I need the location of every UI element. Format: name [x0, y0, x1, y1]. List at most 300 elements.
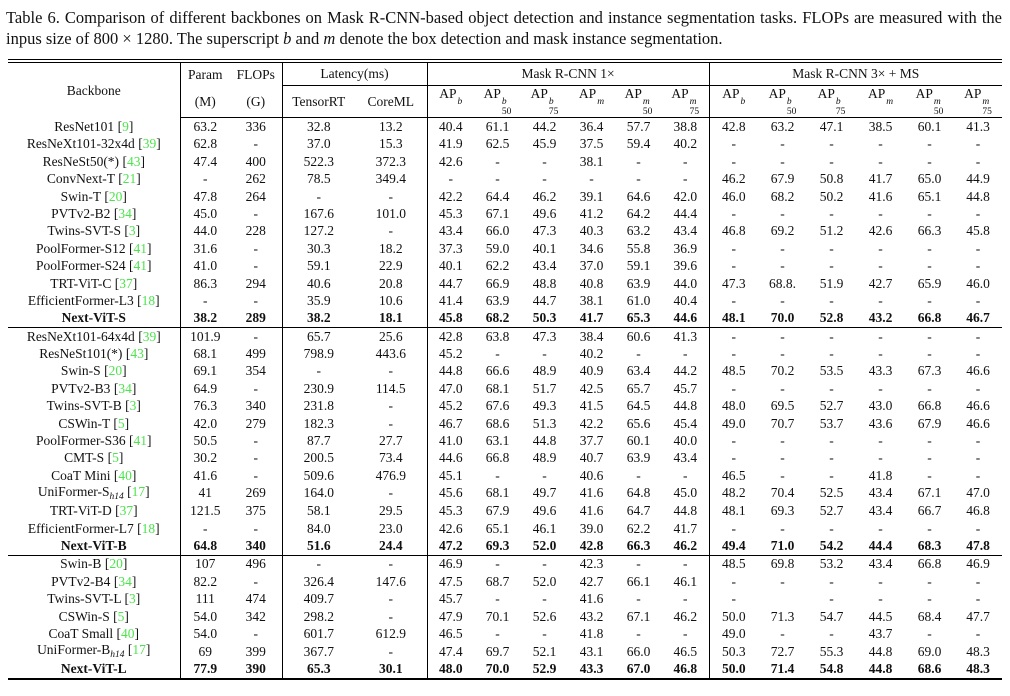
value-cell: 47.4 [180, 153, 230, 170]
value-cell: 127.2 [282, 223, 355, 240]
value-cell: 65.7 [626, 380, 651, 396]
value-cell: - [253, 292, 258, 308]
value-cell: 39.6 [673, 258, 698, 274]
value-cell: 41.7 [673, 520, 698, 536]
value-cell: 18.2 [378, 240, 403, 256]
col-header-flops: FLOPs [236, 66, 275, 82]
value-cell: - [829, 346, 834, 362]
citation-ref[interactable]: 18 [141, 520, 156, 536]
value-cell: 45.0 [673, 485, 698, 501]
value-cell: 53.2 [807, 555, 856, 573]
value-cell: - [388, 188, 393, 204]
backbone-name: ResNeSt50(*) [43] [42, 153, 145, 169]
value-cell: 46.2 [673, 537, 698, 553]
backbone-name: PoolFormer-S12 [41] [35, 240, 152, 256]
value-cell: 66.0 [485, 223, 510, 239]
value-cell: 44.6 [427, 450, 474, 467]
value-cell: 63.9 [485, 292, 510, 308]
value-cell: - [927, 450, 932, 466]
value-cell: - [388, 591, 393, 607]
value-cell: 50.0 [709, 661, 758, 679]
citation-ref[interactable]: 20 [108, 188, 123, 204]
value-cell: 43.4 [868, 485, 893, 501]
citation-ref[interactable]: 17 [132, 642, 146, 657]
citation-ref[interactable]: 39 [142, 136, 157, 152]
value-cell: - [683, 591, 688, 607]
value-cell: - [975, 450, 981, 466]
value-cell: 61.1 [485, 118, 510, 134]
value-cell: - [780, 240, 785, 256]
value-cell: - [975, 573, 981, 589]
value-cell: - [975, 520, 981, 536]
value-cell: 68.6 [917, 661, 942, 677]
value-cell: - [636, 467, 641, 483]
table-row [8, 205, 1002, 222]
value-cell: 77.9 [180, 661, 230, 679]
value-cell: - [253, 205, 258, 221]
value-cell: - [388, 223, 393, 239]
value-cell: 45.8 [966, 223, 990, 239]
value-cell: 66.0 [626, 643, 651, 659]
citation-ref[interactable]: 39 [142, 328, 157, 344]
value-cell: 45.3 [427, 205, 474, 222]
value-cell: - [975, 380, 981, 396]
col-header-backbone: Backbone [66, 82, 121, 98]
value-cell: 46.9 [954, 555, 1002, 573]
value-cell: 41.6 [868, 188, 893, 204]
value-cell: 65.0 [917, 171, 942, 187]
table-row [8, 432, 1002, 449]
value-cell: - [709, 591, 758, 608]
value-cell: 70.2 [770, 363, 795, 379]
value-cell: 69.8 [758, 555, 807, 573]
value-cell: 46.1 [673, 573, 698, 589]
value-cell: 46.6 [966, 398, 990, 414]
backbone-name: EfficientFormer-L3 [18] [27, 292, 160, 308]
value-cell: 147.6 [375, 573, 406, 589]
value-cell: 63.2 [770, 118, 795, 134]
value-cell: - [780, 467, 785, 483]
value-cell: - [709, 573, 758, 590]
value-cell: - [927, 520, 932, 536]
value-cell: 50.3 [532, 310, 557, 326]
value-cell: - [927, 591, 932, 607]
value-cell: 46.6 [966, 363, 990, 379]
value-cell: 50.0 [709, 608, 758, 625]
value-cell: 70.1 [485, 608, 510, 624]
value-cell: 69.5 [770, 398, 795, 414]
value-cell: - [253, 520, 258, 536]
value-cell: - [975, 433, 981, 449]
value-cell: 52.5 [819, 485, 844, 501]
value-cell: 47.8 [966, 537, 990, 553]
value-cell: 601.7 [282, 625, 355, 642]
backbone-name: TRT-ViT-D [37] [49, 503, 138, 519]
col-header-ap-b75-1x: AP b 75 [521, 86, 568, 118]
col-header-param-unit: (M) [180, 86, 230, 118]
value-cell: - [709, 240, 758, 257]
value-cell: - [975, 240, 981, 256]
citation-ref[interactable]: 17 [131, 484, 146, 499]
value-cell: 45.7 [673, 380, 698, 396]
value-cell: 42.3 [568, 555, 615, 573]
value-cell: 29.5 [378, 503, 403, 519]
value-cell: 42.0 [180, 415, 230, 432]
value-cell: 51.7 [532, 380, 557, 396]
table-row [8, 153, 1002, 170]
table-row [8, 328, 1002, 346]
value-cell: 45.8 [427, 310, 474, 328]
value-cell: 59.1 [282, 258, 355, 275]
value-cell: 63.1 [485, 433, 510, 449]
citation-ref[interactable]: 3 [129, 398, 137, 414]
value-cell: - [495, 346, 500, 362]
value-cell: - [878, 591, 883, 607]
value-cell: 45.2 [427, 345, 474, 362]
table-row [8, 537, 1002, 555]
backbone-name: PVTv2-B3 [34] [51, 380, 137, 396]
col-header-tensorrt: TensorRT [282, 86, 355, 118]
value-cell: - [709, 153, 758, 170]
value-cell: - [709, 432, 758, 449]
value-cell: 41.0 [180, 258, 230, 275]
value-cell: 67.3 [917, 363, 942, 379]
value-cell: 40.6 [579, 467, 604, 483]
value-cell: 52.6 [532, 608, 557, 624]
value-cell: 36.4 [579, 118, 604, 134]
table-group-2 [8, 328, 1002, 556]
value-cell: 70.0 [485, 661, 510, 677]
value-cell: - [683, 346, 688, 362]
value-cell: 41.6 [579, 485, 604, 501]
value-cell: - [388, 485, 393, 501]
value-cell: 46.8 [709, 223, 758, 240]
value-cell: 390 [245, 661, 266, 677]
value-cell: 40.8 [579, 275, 604, 291]
citation-ref[interactable]: 34 [118, 380, 132, 396]
value-cell: 354 [245, 363, 266, 379]
value-cell: 114.5 [375, 380, 406, 396]
citation-ref[interactable]: 20 [108, 363, 123, 379]
value-cell: 71.3 [770, 608, 795, 624]
table-row [8, 450, 1002, 467]
backbone-name: EfficientFormer-L7 [18] [27, 520, 160, 536]
value-cell: 40.6 [282, 275, 355, 292]
backbone-name: Swin-S [20] [60, 363, 127, 379]
value-cell [758, 591, 807, 608]
value-cell: 48.1 [709, 503, 758, 520]
citation-ref[interactable]: 21 [122, 171, 137, 187]
backbone-name: Next-ViT-B [60, 537, 127, 553]
value-cell: 78.5 [282, 171, 355, 188]
value-cell: 42.2 [427, 188, 474, 205]
value-cell: 52.7 [819, 503, 844, 519]
value-cell: 52.9 [532, 661, 557, 677]
value-cell: 65.3 [626, 310, 651, 326]
value-cell: - [829, 591, 834, 607]
value-cell: 52.8 [819, 310, 844, 326]
value-cell: 54.0 [180, 625, 230, 642]
value-cell: 67.1 [485, 205, 510, 221]
value-cell: 37.7 [579, 433, 604, 449]
value-cell: 340 [245, 537, 266, 553]
value-cell: 41.6 [180, 467, 230, 484]
table-row [8, 503, 1002, 520]
table-group-3 [8, 555, 1002, 679]
citation-ref[interactable]: 41 [133, 240, 148, 256]
table-row [8, 258, 1002, 275]
citation-ref[interactable]: 3 [128, 223, 136, 239]
table-row [8, 485, 1002, 503]
value-cell: 46.5 [427, 625, 474, 642]
value-cell: 400 [245, 153, 266, 169]
value-cell: 38.1 [579, 153, 604, 169]
value-cell: 82.2 [180, 573, 230, 590]
value-cell: 47.0 [427, 380, 474, 397]
value-cell: 375 [245, 503, 266, 519]
value-cell: - [927, 625, 932, 641]
backbone-name: CoaT Mini [40] [51, 467, 137, 483]
value-cell: 264 [245, 188, 266, 204]
citation-ref[interactable]: 37 [119, 275, 133, 291]
value-cell: 70.4 [770, 485, 795, 501]
value-cell: 51.6 [282, 537, 355, 555]
value-cell: 44.8 [673, 503, 698, 519]
citation-ref[interactable]: 3 [128, 591, 136, 607]
value-cell: - [709, 450, 758, 467]
col-header-maskrcnn-1x: Mask R-CNN 1× [427, 63, 709, 86]
value-cell: - [180, 292, 230, 309]
value-cell: 84.0 [282, 520, 355, 537]
value-cell: - [388, 608, 393, 624]
value-cell: 44.8 [427, 363, 474, 380]
value-cell: 70.0 [770, 310, 795, 326]
citation-ref[interactable]: 37 [119, 503, 134, 519]
value-cell: 41.6 [579, 591, 604, 607]
value-cell: 46.8 [673, 661, 698, 677]
table-row [8, 275, 1002, 292]
value-cell: 40.0 [673, 433, 698, 449]
table-row [8, 380, 1002, 397]
value-cell: 101.0 [375, 205, 406, 221]
value-cell: 46.7 [427, 415, 474, 432]
value-cell: - [927, 433, 932, 449]
value-cell: 38.4 [568, 328, 615, 346]
value-cell: - [975, 136, 981, 152]
value-cell: 46.5 [673, 643, 698, 659]
value-cell: - [878, 346, 883, 362]
value-cell: - [636, 625, 641, 641]
value-cell: 22.9 [378, 258, 403, 274]
citation-ref[interactable]: 40 [118, 467, 132, 483]
table-row [8, 625, 1002, 642]
col-header-ap-b75-3x: AP b 75 [807, 86, 856, 118]
value-cell: 66.8 [917, 310, 942, 326]
value-cell: 367.7 [282, 643, 355, 661]
backbone-name: UniFormer-$S_{h14}$ [17] [37, 484, 150, 502]
value-cell: 30.2 [180, 450, 230, 467]
citation-ref[interactable]: 43 [126, 153, 141, 169]
value-cell: 70.7 [770, 415, 795, 431]
value-cell: - [878, 573, 883, 589]
value-cell: - [829, 153, 834, 169]
value-cell: 45.2 [427, 398, 474, 415]
value-cell: - [388, 415, 393, 431]
citation-ref[interactable]: 41 [133, 258, 148, 274]
citation-ref[interactable]: 5 [117, 415, 125, 431]
value-cell: 44.6 [673, 310, 698, 326]
value-cell: - [542, 171, 547, 187]
value-cell: 66.9 [485, 275, 510, 291]
value-cell: 349.4 [375, 171, 406, 187]
citation-ref[interactable]: 41 [133, 433, 148, 449]
value-cell: 41.8 [579, 625, 604, 641]
value-cell: 66.8 [917, 398, 942, 414]
table-caption [6, 7, 1002, 50]
value-cell: - [905, 328, 954, 346]
value-cell: 200.5 [282, 450, 355, 467]
value-cell: 47.2 [427, 537, 474, 555]
value-cell: 42.7 [868, 275, 893, 291]
value-cell: 34.6 [579, 240, 604, 256]
value-cell: 43.2 [868, 310, 893, 326]
value-cell: 73.4 [378, 450, 403, 466]
value-cell: - [780, 573, 785, 589]
value-cell: 65.9 [917, 275, 942, 291]
value-cell: - [388, 643, 393, 659]
value-cell: 65.6 [626, 415, 651, 431]
value-cell: 40.2 [579, 346, 604, 362]
value-cell: - [495, 625, 500, 641]
value-cell: 59.0 [485, 240, 510, 256]
value-cell: 41.7 [579, 310, 604, 326]
value-cell: - [683, 467, 688, 483]
value-cell: 51.9 [819, 275, 844, 291]
value-cell: 42.8 [579, 537, 604, 553]
value-cell: - [975, 153, 981, 169]
value-cell: 37.5 [579, 136, 604, 152]
col-header-flops-unit: (G) [230, 86, 282, 118]
value-cell: 64.4 [485, 188, 510, 204]
value-cell: 23.0 [378, 520, 403, 536]
value-cell: 36.9 [673, 240, 698, 256]
value-cell: - [829, 380, 834, 396]
value-cell: - [282, 555, 355, 573]
value-cell: 499 [245, 346, 266, 362]
table-container [8, 59, 1002, 680]
value-cell: 48.5 [709, 363, 758, 380]
backbone-name: ResNeXt101-32x4d [39] [26, 136, 161, 152]
value-cell: - [709, 205, 758, 222]
value-cell: 72.7 [770, 643, 795, 659]
value-cell: 48.3 [966, 661, 990, 677]
value-cell: 48.8 [532, 275, 557, 291]
value-cell: - [927, 573, 932, 589]
backbone-name: Twins-SVT-S [3] [47, 223, 141, 239]
value-cell: 47.4 [427, 643, 474, 661]
value-cell: 45.7 [427, 591, 474, 608]
value-cell: - [709, 136, 758, 153]
citation-ref[interactable]: 5 [117, 608, 125, 624]
value-cell: 54.8 [819, 661, 844, 677]
citation-ref[interactable]: 9 [122, 118, 129, 134]
table-group-1 [8, 118, 1002, 328]
value-cell: 44.7 [532, 292, 557, 308]
value-cell: 45.6 [427, 485, 474, 503]
value-cell: 44.0 [673, 275, 698, 291]
value-cell: 231.8 [282, 398, 355, 415]
value-cell: 46.0 [709, 188, 758, 205]
value-cell: 87.7 [282, 432, 355, 449]
citation-ref[interactable]: 43 [130, 346, 144, 362]
value-cell: - [683, 153, 688, 169]
value-cell: 44.8 [868, 661, 893, 677]
value-cell: 46.7 [966, 310, 990, 326]
table-row [8, 363, 1002, 380]
value-cell: 76.3 [180, 398, 230, 415]
citation-ref[interactable]: 18 [141, 292, 156, 308]
value-cell: 111 [180, 591, 230, 608]
table-row [8, 310, 1002, 328]
value-cell: 47.8 [180, 188, 230, 205]
citation-ref[interactable]: 5 [112, 450, 119, 466]
table-row [8, 555, 1002, 573]
value-cell: 167.6 [282, 205, 355, 222]
value-cell: - [975, 258, 981, 274]
value-cell: 59.1 [626, 258, 651, 274]
value-cell: 68.7 [485, 573, 510, 589]
table-row [8, 643, 1002, 661]
value-cell: 35.9 [282, 292, 355, 309]
value-cell: 50.5 [180, 432, 230, 449]
citation-ref[interactable]: 34 [118, 205, 132, 221]
value-cell: - [780, 450, 785, 466]
value-cell: - [636, 346, 641, 362]
value-cell: 64.8 [180, 537, 230, 555]
value-cell: 65.3 [282, 661, 355, 679]
value-cell: - [780, 292, 785, 308]
backbone-name: CSWin-S [5] [58, 608, 129, 624]
backbone-name: ResNeXt101-64x4d [39] [8, 328, 180, 346]
table-header [8, 63, 1002, 118]
value-cell: 66.1 [626, 573, 651, 589]
value-cell: 52.0 [532, 573, 557, 589]
value-cell: - [878, 433, 883, 449]
value-cell: 64.6 [626, 188, 651, 204]
value-cell: 13.2 [378, 118, 403, 134]
value-cell: 64.9 [180, 380, 230, 397]
value-cell: 66.6 [485, 363, 510, 379]
citation-ref[interactable]: 20 [109, 556, 123, 572]
value-cell: 68.3 [917, 537, 942, 553]
value-cell: 51.2 [819, 223, 844, 239]
value-cell: - [495, 467, 500, 483]
value-cell: 67.1 [917, 485, 942, 501]
value-cell: 49.4 [709, 537, 758, 555]
value-cell: 48.2 [709, 485, 758, 503]
value-cell: - [829, 625, 834, 641]
value-cell: 42.6 [427, 153, 474, 170]
value-cell: - [253, 380, 258, 396]
value-cell: 66.3 [626, 537, 651, 553]
value-cell: 522.3 [282, 153, 355, 170]
value-cell: 66.8 [485, 450, 510, 466]
citation-ref[interactable]: 34 [118, 573, 132, 589]
citation-ref[interactable]: 40 [121, 625, 135, 641]
col-header-ap-b-3x: AP b [709, 86, 758, 118]
value-cell: 42.7 [579, 573, 604, 589]
value-cell: 443.6 [375, 346, 406, 362]
